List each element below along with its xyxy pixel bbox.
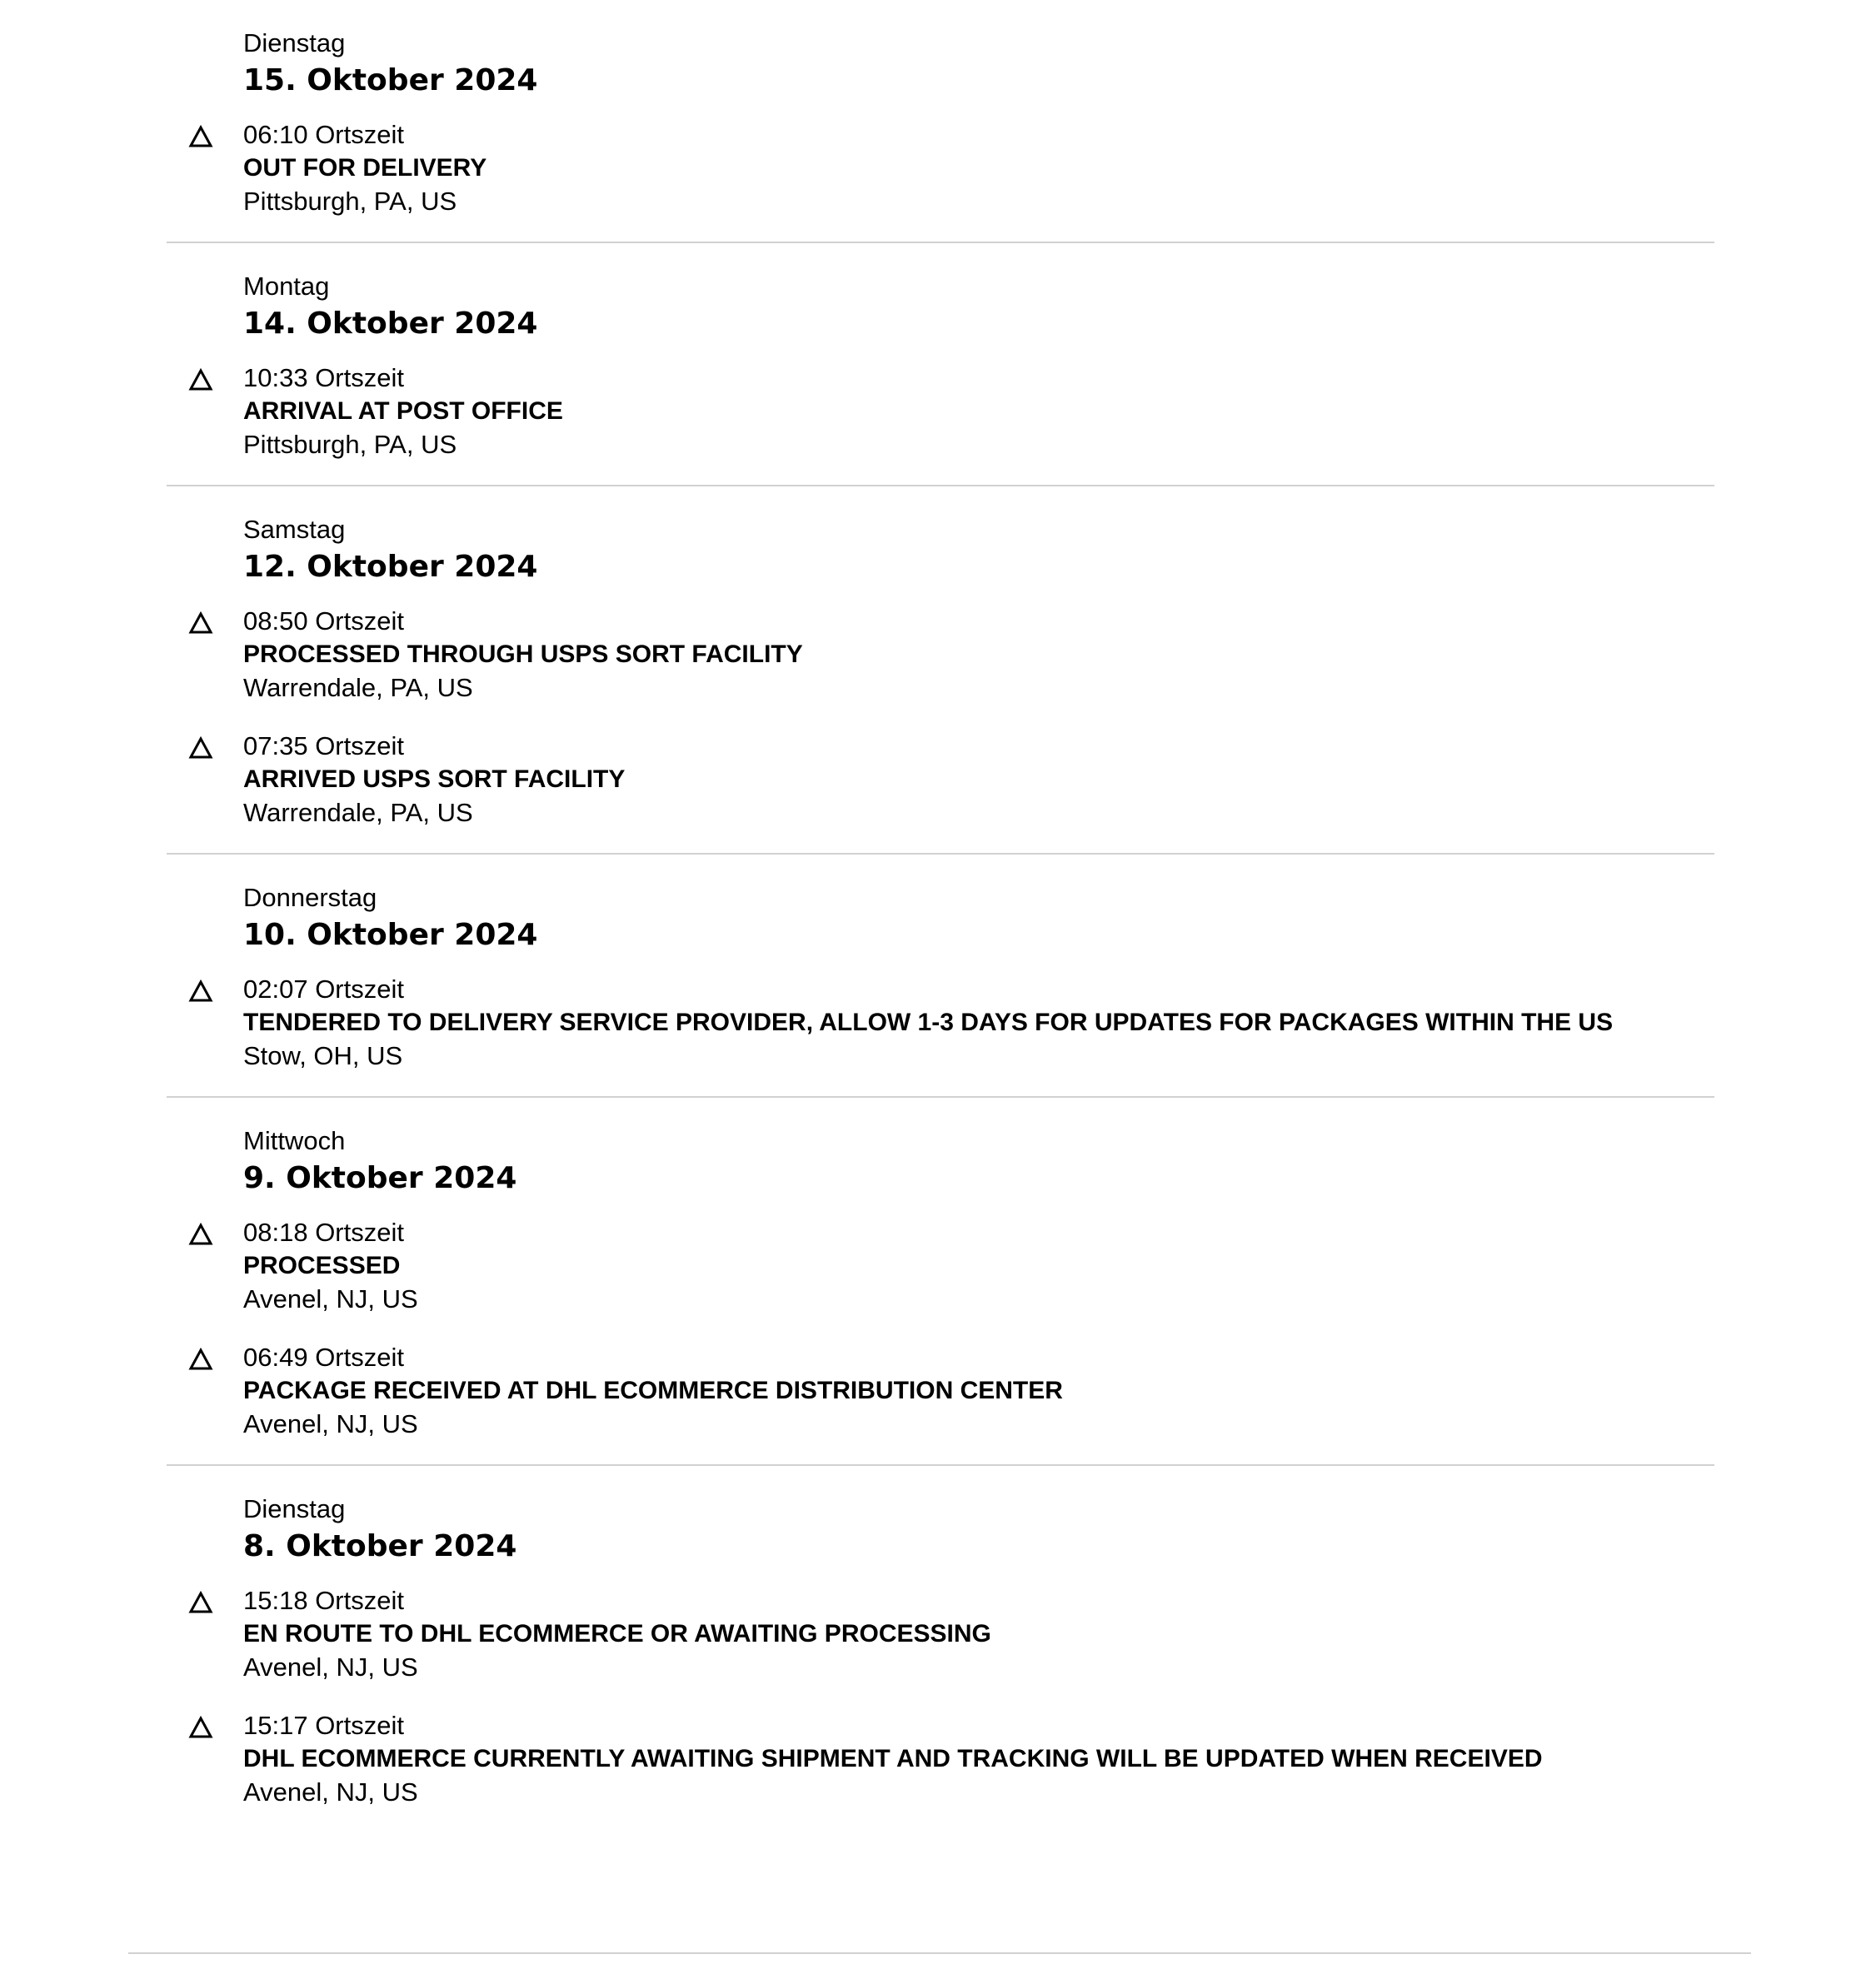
tracking-event xyxy=(167,1584,1714,1684)
tracking-event xyxy=(167,730,1714,830)
day-group xyxy=(167,1098,1714,1466)
tracking-event xyxy=(167,605,1714,705)
triangle-icon xyxy=(188,125,213,148)
event-time: 06:10 Ortszeit xyxy=(243,120,404,149)
triangle-icon xyxy=(188,1716,213,1739)
event-time: 10:33 Ortszeit xyxy=(243,363,404,392)
triangle-icon xyxy=(188,1348,213,1371)
day-group xyxy=(167,243,1714,486)
day-date: 9. Oktober 2024 xyxy=(243,1161,517,1195)
tracking-event xyxy=(167,361,1714,461)
tracking-event xyxy=(167,1709,1714,1809)
day-date: 8. Oktober 2024 xyxy=(243,1529,517,1563)
triangle-icon xyxy=(188,980,213,1003)
event-status: TENDERED TO DELIVERY SERVICE PROVIDER, ALLOW 1-3 DAYS FOR UPDATES FOR PACKAGES WITHIN THE US xyxy=(243,1009,1614,1036)
triangle-icon xyxy=(188,1223,213,1246)
day-weekday: Samstag xyxy=(243,515,346,544)
event-time: 02:07 Ortszeit xyxy=(243,975,404,1004)
day-weekday: Donnerstag xyxy=(243,883,377,912)
tracking-timeline xyxy=(167,0,1714,1832)
day-group xyxy=(167,486,1714,855)
day-group xyxy=(167,1466,1714,1832)
day-date: 14. Oktober 2024 xyxy=(243,307,538,341)
event-status: EN ROUTE TO DHL ECOMMERCE OR AWAITING PROCESSING xyxy=(243,1620,991,1647)
event-location: Warrendale, PA, US xyxy=(243,798,473,827)
event-status: ARRIVED USPS SORT FACILITY xyxy=(243,765,626,793)
day-date: 15. Oktober 2024 xyxy=(243,63,538,97)
event-location: Stow, OH, US xyxy=(243,1041,403,1070)
tracking-event xyxy=(167,1216,1714,1316)
day-date: 10. Oktober 2024 xyxy=(243,918,538,952)
day-weekday: Dienstag xyxy=(243,1494,346,1523)
event-location: Avenel, NJ, US xyxy=(243,1652,418,1682)
event-time: 06:49 Ortszeit xyxy=(243,1343,404,1372)
event-status: OUT FOR DELIVERY xyxy=(243,154,487,182)
event-time: 15:18 Ortszeit xyxy=(243,1586,404,1615)
day-group xyxy=(167,0,1714,243)
event-status: PROCESSED xyxy=(243,1252,401,1279)
day-group xyxy=(167,855,1714,1098)
event-location: Warrendale, PA, US xyxy=(243,673,473,702)
day-weekday: Mittwoch xyxy=(243,1126,346,1155)
event-location: Pittsburgh, PA, US xyxy=(243,430,457,459)
event-location: Pittsburgh, PA, US xyxy=(243,187,457,216)
event-location: Avenel, NJ, US xyxy=(243,1409,418,1438)
event-status: PROCESSED THROUGH USPS SORT FACILITY xyxy=(243,641,803,668)
event-location: Avenel, NJ, US xyxy=(243,1777,418,1807)
bottom-divider xyxy=(128,1952,1751,1954)
event-status: DHL ECOMMERCE CURRENTLY AWAITING SHIPMENT AND TRACKING WILL BE UPDATED WHEN RECEIVED xyxy=(243,1745,1543,1772)
day-weekday: Montag xyxy=(243,272,330,301)
event-location: Avenel, NJ, US xyxy=(243,1284,418,1313)
event-status: PACKAGE RECEIVED AT DHL ECOMMERCE DISTRIBUTION CENTER xyxy=(243,1377,1063,1404)
tracking-event xyxy=(167,973,1714,1073)
triangle-icon xyxy=(188,611,213,635)
event-time: 07:35 Ortszeit xyxy=(243,731,404,760)
event-time: 15:17 Ortszeit xyxy=(243,1711,404,1740)
triangle-icon xyxy=(188,368,213,391)
day-weekday: Dienstag xyxy=(243,28,346,57)
event-time: 08:18 Ortszeit xyxy=(243,1218,404,1247)
day-date: 12. Oktober 2024 xyxy=(243,550,538,584)
triangle-icon xyxy=(188,1591,213,1614)
tracking-event xyxy=(167,1341,1714,1441)
tracking-event xyxy=(167,118,1714,218)
event-time: 08:50 Ortszeit xyxy=(243,606,404,636)
triangle-icon xyxy=(188,736,213,760)
event-status: ARRIVAL AT POST OFFICE xyxy=(243,397,563,425)
